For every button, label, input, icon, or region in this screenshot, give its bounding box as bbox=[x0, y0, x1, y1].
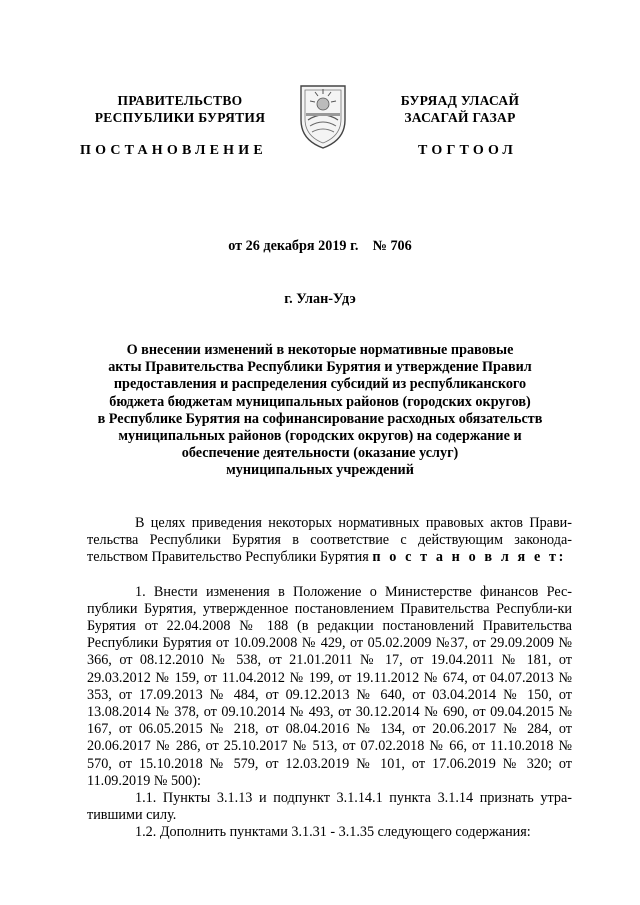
doc-type-right: ТОГТООЛ bbox=[418, 143, 518, 158]
title-line: в Республике Бурятия на софинансирование расходных обязательств bbox=[97, 410, 543, 427]
intro-resolves: п о с т а н о в л я е т: bbox=[372, 549, 566, 566]
title-line: акты Правительства Республики Бурятия и утверждение Правил bbox=[108, 359, 532, 376]
title-line: обеспечение деятельности (оказание услуг) bbox=[181, 445, 459, 462]
intro-text: В целях приведения некоторых нормативных правовых актов Прави-тельства Республики Бурятия в соответствие с действующим законода-тельством Правительство Республики Бурятия bbox=[87, 515, 572, 566]
header-right-org bbox=[370, 92, 550, 126]
header-left-org bbox=[90, 92, 270, 126]
item-1-1-paragraph: 1.1. Пункты 3.1.13 и подпункт 3.1.14.1 пункта 3.1.14 признать утра-тившими силу. bbox=[87, 790, 572, 824]
title-line: муниципальных районов (городских округов) на содержание и bbox=[118, 428, 522, 445]
title-line: О внесении изменений в некоторые нормативные правовые bbox=[126, 342, 514, 358]
item-1-paragraph: 1. Внести изменения в Положение о Министерстве финансов Рес-публики Бурятия, утвержденное постановлением Правительства Республи-ки Бурятия от 22.04.2008 № 188 (в редакции постановлений Правительства Республики Бурятия от 10.09.2008 № 429, от 05.02.2009 №37, от 29.09.2009 № 366, от 08.12.2010 № 538, от 21.01.2011 № 17, от 19.04.2011 № 181, от 29.03.2012 № 159, от 11.04.2012 № 199, от 19.11.2012 № 674, от 04.07.2013 № 353, от 17.09.2013 № 484, от 09.12.2013 № 640, от 03.04.2014 № 150, от 13.08.2014 № 378, от 09.10.2014 № 493, от 30.12.2014 № 690, от 09.04.2015 № 167, от 06.05.2015 № 218, от 08.04.2016 № 134, от 20.06.2017 № 284, от 20.06.2017 № 286, от 25.10.2017 № 513, от 07.02.2018 № 66, от 11.10.2018 № 570, от 15.10.2018 № 579, от 12.03.2019 № 101, от 17.06.2019 № 320; от 11.09.2019 № 500): bbox=[87, 583, 572, 789]
intro-paragraph bbox=[87, 515, 572, 567]
item-1-2-paragraph: 1.2. Дополнить пунктами 3.1.31 - 3.1.35 следующего содержания: bbox=[135, 824, 531, 841]
title-line: предоставления и распределения субсидий из республиканского bbox=[113, 376, 527, 393]
doc-type-left: ПОСТАНОВЛЕНИЕ bbox=[80, 143, 267, 158]
document-body bbox=[87, 515, 572, 842]
document-city: г. Улан-Удэ bbox=[284, 291, 356, 307]
coat-of-arms-emblem-icon bbox=[298, 80, 348, 150]
header-right-line1: БУРЯАД УЛАСАЙ bbox=[400, 93, 520, 108]
document-title bbox=[40, 342, 600, 480]
header-left-line2: РЕСПУБЛИКИ БУРЯТИЯ bbox=[94, 110, 266, 125]
header-left-line1: ПРАВИТЕЛЬСТВО bbox=[117, 93, 243, 108]
document-date-number: от 26 декабря 2019 г. № 706 bbox=[228, 238, 412, 254]
title-line: бюджета бюджетам муниципальных районов (городских округов) bbox=[109, 393, 531, 410]
title-line: муниципальных учреждений bbox=[226, 462, 414, 479]
header-right-line2: ЗАСАГАЙ ГАЗАР bbox=[404, 110, 516, 125]
